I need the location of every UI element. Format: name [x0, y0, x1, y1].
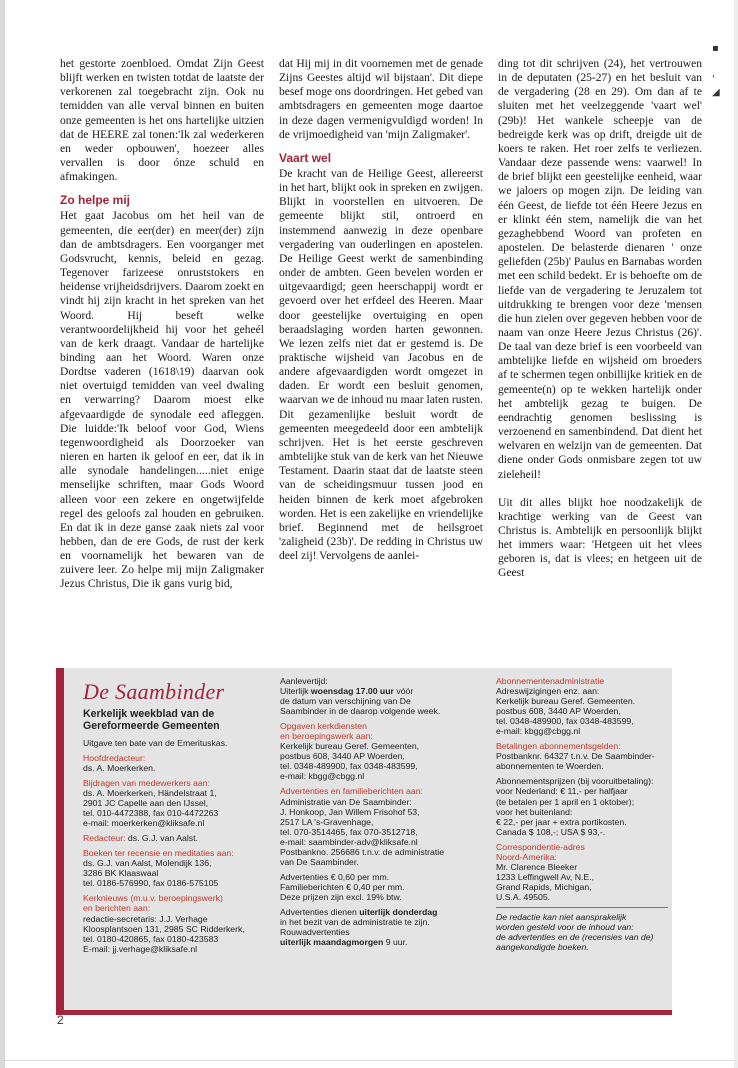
colophon-bottom-rule [64, 1010, 672, 1015]
section-heading: Zo helpe mij [60, 193, 131, 208]
scan-bottom-line [5, 1060, 734, 1061]
paragraph: Het gaat Jacobus om het heil van de gemeenten, die eer(der) en meer(der) zijn dan de ambtsdragers. Een voorganger met Godsvrucht, kennis, beleid en gezag. Tegenover farizeese onruststokers en heidense vrijheidsdrijvers. Daarom zoekt en vindt hij zijn kracht in het spreken van het Woord. Hij beseft welke verantwoordelijkheid hij voor het geheél van de kerk draagt. Vandaar de hartelijke binding aan het Woord. Waren onze Dordtse vaderen (1618\19) daarvan ook niet overtuigd temidden van veel dwaling en verwarring? Daarom moest elke afgevaardigde de synodale eed afleggen. Die luidde:'Ik beloof voor God, Wiens tegenwoordigheid als Doorzoeker van nieren en harten ik geloof en eer, dat ik in alle synodale handelingen.....niet enige menselijke schriften, maar Gods Woord alleen voor een zekere en ongetwijfelde regel des geloofs zal houden en gebruiken. En dat ik in deze ganse zaak niets zal voor hebben, dan de ere Gods, de rust der kerk en voornamelijk het bewaren van de zuivere leer. Zo helpe mij mijn Zaligmaker Jezus Christus, Die ik gans vurig bid, [60, 210, 264, 591]
margin-marks [712, 42, 720, 99]
section-heading: Vaart wel [279, 150, 332, 165]
article-column-3 [498, 57, 702, 581]
article-column-2 [279, 57, 483, 563]
paragraph: ding tot dit schrijven (24), het vertrouwen in de deputaten (25-27) en het besluit van de vergadering (28 en 29). Om dan af te sluiten met het veelzeggende 'vaart wel' (29b)! Het wankele scheepje van de bedreigde kerk was op drift, dreigde uit de koers te raken. Het roer zelfs te verliezen. Vandaar deze passende wens: vaarwel! In de brief blijkt een geestelijke eenheid, waar we jaloers op mogen zijn. De leiding van één Geest, de liefde tot één Heere Jezus en er klinkt één stem, namelijk die van het gezaghebbend Woord van profeten en apostelen. De belasterde dienaren ' onze geliefden (25b)' Paulus en Barnabas worden met een schild bedekt. Er is behoefte om de liefde van de vergadering te Jeruzalem tot uitdrukking te brengen voor deze 'mensen die hun zielen over gegeven hebben voor de naam van onze Heere Jezus Christus (26)'. De taal van deze brief is een voorbeeld van ambtelijke liefde en wijsheid om broeders af te schermen tegen onbillijke kritiek en de gemeente(n) op te wekken hartelijk onder het ambtelijk gezag te buigen. De eendrachtig genomen beslissing is verzoenend en samenbindend. Dat dient het welvaren en welzijn van de gemeenten. Dat diene onder Gods onmisbare zegen tot uw zieleheil! [498, 58, 702, 481]
paragraph: het gestorte zoenbloed. Omdat Zijn Geest blijft werken en twisten totdat de laatste der verkorenen zal toegebracht zijn. Ook nu temidden van alle verval binnen en buiten onze gemeenten is het ons hartelijke uitzien dat de HEERE zal tonen:'Ik zal wederkeren en weder opbouwen', hoezeer alles vervallen is door ónze schuld en afmakingen. [60, 58, 264, 184]
advertentie-prijzen-block: Advertenties € 0,60 per mm. Familieberichten € 0,40 per mm. Deze prijzen zijn excl. 19% btw. [280, 871, 405, 902]
advertenties-block: Advertenties en familieberichten aan: Administratie van De Saambinder: J. Honkoop, Jan Willem Frisohof 53, 2517 LA 's-Gravenhage, tel. 070-3514465, fax 070-3512718, e-mail: saambinder-adv@kliksafe.nl Postbankno. 256686 t.n.v. de administratie van De Saambinder. [280, 786, 445, 867]
paragraph: Uit dit alles blijkt hoe noodzakelijk de krachtige werking van de Geest van Christus is. Ambtelijk en persoonlijk blijkt het immers waar: 'Hetgeen uit het vlees geboren is, dat is vlees; en hetgeen uit de Geest [498, 496, 702, 580]
deadline-block: Advertenties dienen uiterlijk donderdag in het bezit van de administratie te zijn. Rouwadvertenties uiterlijk maandagmorgen 9 uur. [280, 906, 438, 948]
betalingen-block: Betalingen abonnementsgelden: Postbanknr. 64327 t.n.v. De Saambinder- abonnementen te Woerden. [496, 741, 655, 772]
colophon-column-1 [83, 676, 273, 959]
correspondentie-block: Correspondentie-adres Noord-Amerika: Mr. Clarence Bleeker 1233 Leffingwell Av, N.E., Grand Rapids, Michigan, U.S.A. 49505. [496, 841, 595, 902]
opgaven-block: Opgaven kerkdiensten en beroepingswerk aan: Kerkelijk bureau Geref. Gemeenten, postbus 608, 3440 AP Woerden, tel. 0348-489900, fax 0348-483599, e-mail: kbgg@cbgg.nl [280, 721, 420, 782]
colophon-box [56, 668, 672, 1015]
colophon-column-2 [280, 676, 485, 952]
scan-right-edge [734, 0, 738, 1068]
margin-mark: ◢ [712, 87, 720, 98]
margin-mark: ▪ [712, 43, 719, 54]
paragraph: dat Hij mij in dit voornemen met de genade Zijns Geestes altijd wil bijstaan'. Dit diepe besef moge ons doordringen. Het gebed van ambtsdragers en gemeenten moge daartoe in deze dagen vermenigvuldigd worden! In de vrijmoedigheid van 'mijn Zaligmaker'. [279, 58, 483, 141]
colophon-column-3 [496, 676, 668, 957]
masthead-subtitle: Kerkelijk weekblad van de [83, 708, 215, 720]
divider [496, 907, 668, 908]
kerknieuws-block: Kerknieuws (m.u.v. beroepingswerk) en berichten aan: redactie-secretaris: J.J. Verhage Kloosplantsoen 131, 2985 SC Ridderkerk, tel. 0180-420865, fax 0180-423583 E-mail: jj.verhage@kliksafe.nl [83, 893, 245, 954]
bijdragen-block: Bijdragen van medewerkers aan: ds. A. Moerkerken, Händelstraat 1, 2901 JC Capelle aan den IJssel, tel. 010-4472388, fax 010-4472263 e-mail: moerkerken@kliksafe.nl [83, 777, 219, 829]
aanlevertijd-block: Aanlevertijd: Uiterlijk woensdag 17.00 uur vóór de datum van verschijning van De Saambinder in de daarop volgende week. [280, 676, 441, 717]
margin-mark: ' [712, 74, 715, 85]
hoofdredacteur-block: Hoofdredacteur: ds. A. Moerkerken. [83, 752, 156, 773]
uitgave-text: Uitgave ten bate van de Emerituskas. [83, 737, 228, 748]
article-column-1 [60, 57, 264, 592]
redacteur-block: Redacteur: ds. G.J. van Aalst. [83, 833, 198, 844]
scan-left-edge [0, 0, 5, 1068]
boeken-block: Boeken ter recensie en meditaties aan: ds. G.J. van Aalst, Molendijk 136, 3286 BK Klaaswaal tel. 0186-576990, fax 0186-575105 [83, 848, 234, 889]
masthead-title: De Saambinder [83, 679, 225, 704]
disclaimer-block: De redactie kan niet aansprakelijk worden gesteld voor de inhoud van: de advertenties en de (recensies van de) aangekondigde boeken. [496, 911, 654, 953]
masthead-subtitle: Gereformeerde Gemeenten [83, 720, 220, 733]
abonnementsprijzen-block: Abonnementsprijzen (bij vooruitbetaling): voor Nederland: € 11,- per halfjaar (te betalen per 1 april en 1 oktober); voor het buitenland: € 22,- per jaar + extra portikosten. Canada $ 108,-; USA $ 93,-. [496, 776, 654, 837]
abonnementen-block: Abonnementenadministratie Adreswijzigingen enz. aan: Kerkelijk bureau Geref. Gemeenten. postbus 608, 3440 AP Woerden, tel. 0348-489900, fax 0348-483599, e-mail: kbgg@cbgg.nl [496, 676, 636, 737]
colophon-accent-bar [56, 668, 64, 1015]
paragraph: De kracht van de Heilige Geest, allereerst in het hart, blijkt ook in spreken en zwijgen. Blijkt in voorstellen en uitvoeren. De gemeente blijkt stil, ontroerd en instemmend aanwezig in deze openbare vergadering van ouderlingen en apostelen. De Heilige Geest werkt de samenbinding onder de ambten. Geen bevelen worden er uitgevaardigd; geen heerschappij wordt er gevoerd over het erfdeel des Heeren. Maar door geestelijke overtuiging en open beraadslaging worden harten gewonnen. We lezen zelfs niet dat er gestemd is. De praktische wijsheid van Jacobus en de andere afgevaardigden wordt omgezet in daden. Er wordt een besluit genomen, waarvan we de inhoud nu maar laten rusten. Dit gezamenlijke besluit wordt de gemeenten meegedeeld door een ambtelijk schrijven. Het is het eerste geschreven ambtelijke stuk van de kerk van het Nieuwe Testament. Daarin staat dat de laatste steen van de scheidingsmuur tussen jood en heiden binnen de kerk moet afgebroken worden. Het is een zakelijke en vriendelijke brief. Beginnend met de heilsgroet 'zaligheid (23b)'. De redding in Christus uw deel zij! Vervolgens de aanlei- [279, 167, 483, 563]
page-number: 2 [57, 1013, 64, 1027]
